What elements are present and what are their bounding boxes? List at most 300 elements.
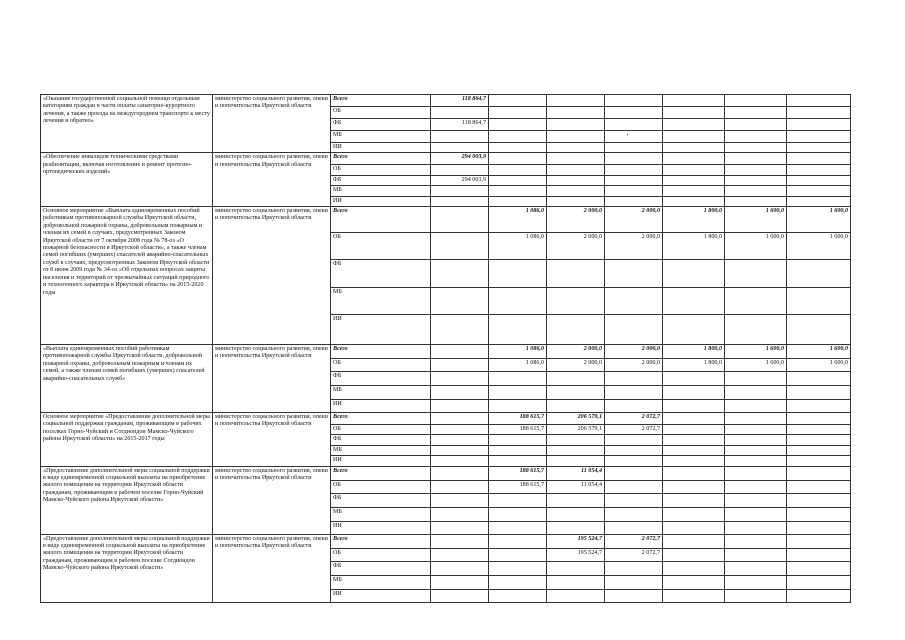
amount-cell-2019: [725, 165, 787, 175]
amount-cell-2018: [663, 456, 725, 466]
funding-source: ОБ: [331, 107, 431, 119]
amount-cell-2016: [547, 107, 605, 119]
amount-cell-2014: [431, 386, 489, 400]
amount-cell-2014: [431, 186, 489, 196]
amount-cell-2017: [605, 107, 663, 119]
amount-cell-2015: [489, 575, 547, 589]
amount-cell-2020: [787, 372, 851, 386]
amount-cell-2014: [431, 575, 489, 589]
amount-cell-2016: [547, 493, 605, 507]
amount-cell-2020: [787, 153, 851, 165]
amount-cell-2019: [725, 589, 787, 602]
amount-cell-2020: [787, 534, 851, 548]
amount-cell-2017: [605, 480, 663, 493]
responsible-executor: министерство социального развития, опеки и попечительства Иркутской области: [213, 413, 331, 467]
amount-cell-2015: 188 615,7: [489, 413, 547, 425]
amount-cell-2014: [431, 400, 489, 413]
amount-cell-2017: [605, 386, 663, 400]
amount-cell-2018: [663, 315, 725, 345]
amount-cell-2020: [787, 521, 851, 534]
amount-cell-2017: [605, 165, 663, 175]
amount-cell-2019: [725, 480, 787, 493]
amount-cell-2018: [663, 466, 725, 480]
table-row-total: [41, 466, 851, 480]
amount-cell-2019: [725, 413, 787, 425]
amount-cell-2017: 2 000,0: [605, 233, 663, 260]
amount-cell-2017: [605, 372, 663, 386]
funding-source: ИИ: [331, 196, 431, 206]
amount-cell-2015: [489, 186, 547, 196]
funding-source: ОБ: [331, 359, 431, 372]
amount-cell-2018: [663, 425, 725, 435]
table-row-total: [41, 413, 851, 425]
amount-cell-2020: [787, 589, 851, 602]
amount-cell-2018: [663, 119, 725, 131]
amount-cell-2017: [605, 119, 663, 131]
amount-cell-2015: [489, 153, 547, 165]
amount-cell-2019: 1 600,0: [725, 207, 787, 233]
amount-cell-2014: [431, 260, 489, 288]
amount-cell-2016: [547, 435, 605, 445]
amount-cell-2017: [605, 175, 663, 185]
funding-source: Всего: [331, 534, 431, 548]
measure-description: Основное мероприятие «Предоставление дополнительной меры социальной поддержки гражданам, проживающим в рабочих поселках Горно-Чуйский и Согдиондон Мамско-Чуйского района Иркутской области» на 2015-2017 годы: [41, 413, 213, 467]
amount-cell-2017: 2 072,7: [605, 534, 663, 548]
amount-cell-2018: [663, 400, 725, 413]
amount-cell-2015: [489, 386, 547, 400]
amount-cell-2018: [663, 143, 725, 153]
amount-cell-2019: [725, 425, 787, 435]
amount-cell-2018: [663, 589, 725, 602]
amount-cell-2016: 11 054,4: [547, 480, 605, 493]
amount-cell-2017: [605, 466, 663, 480]
amount-cell-2014: [431, 315, 489, 345]
amount-cell-2016: [547, 260, 605, 288]
amount-cell-2020: [787, 561, 851, 575]
funding-source: ОБ: [331, 233, 431, 260]
amount-cell-2018: [663, 175, 725, 185]
amount-cell-2016: [547, 119, 605, 131]
amount-cell-2014: 118 864,7: [431, 119, 489, 131]
amount-cell-2015: 1 086,0: [489, 233, 547, 260]
responsible-executor: министерство социального развития, опеки и попечительства Иркутской области: [213, 95, 331, 153]
amount-cell-2014: [431, 143, 489, 153]
amount-cell-2014: [431, 207, 489, 233]
responsible-executor: министерство социального развития, опеки и попечительства Иркутской области: [213, 534, 331, 602]
amount-cell-2020: [787, 288, 851, 315]
funding-source: Всего: [331, 413, 431, 425]
funding-source: МБ: [331, 445, 431, 455]
amount-cell-2016: [547, 456, 605, 466]
amount-cell-2015: [489, 107, 547, 119]
amount-cell-2018: [663, 165, 725, 175]
amount-cell-2016: [547, 400, 605, 413]
amount-cell-2019: [725, 507, 787, 521]
funding-source: ИИ: [331, 315, 431, 345]
amount-cell-2015: [489, 165, 547, 175]
amount-cell-2017: [605, 95, 663, 107]
amount-cell-2020: [787, 413, 851, 425]
amount-cell-2015: [489, 175, 547, 185]
amount-cell-2015: [489, 95, 547, 107]
funding-source: ФБ: [331, 372, 431, 386]
amount-cell-2018: [663, 95, 725, 107]
amount-cell-2014: 118 864,7: [431, 95, 489, 107]
amount-cell-2016: [547, 143, 605, 153]
amount-cell-2017: [605, 260, 663, 288]
amount-cell-2020: [787, 493, 851, 507]
amount-cell-2020: [787, 315, 851, 345]
amount-cell-2016: [547, 165, 605, 175]
amount-cell-2015: [489, 196, 547, 206]
funding-source: ОБ: [331, 425, 431, 435]
amount-cell-2015: [489, 435, 547, 445]
amount-cell-2020: [787, 119, 851, 131]
amount-cell-2016: [547, 153, 605, 165]
amount-cell-2014: [431, 493, 489, 507]
amount-cell-2019: [725, 466, 787, 480]
amount-cell-2014: [431, 466, 489, 480]
amount-cell-2015: [489, 131, 547, 143]
amount-cell-2020: 1 600,0: [787, 359, 851, 372]
amount-cell-2019: [725, 456, 787, 466]
funding-source: ИИ: [331, 143, 431, 153]
amount-cell-2017: 2 000,0: [605, 359, 663, 372]
amount-cell-2019: [725, 534, 787, 548]
amount-cell-2015: 188 615,7: [489, 425, 547, 435]
amount-cell-2018: 1 800,0: [663, 233, 725, 260]
amount-cell-2017: 2 072,7: [605, 425, 663, 435]
amount-cell-2020: [787, 445, 851, 455]
amount-cell-2017: [605, 521, 663, 534]
amount-cell-2018: [663, 260, 725, 288]
amount-cell-2016: 206 579,1: [547, 425, 605, 435]
amount-cell-2016: [547, 372, 605, 386]
amount-cell-2016: [547, 131, 605, 143]
amount-cell-2019: [725, 521, 787, 534]
funding-source: ОБ: [331, 548, 431, 561]
amount-cell-2018: [663, 131, 725, 143]
amount-cell-2018: [663, 507, 725, 521]
amount-cell-2018: [663, 386, 725, 400]
amount-cell-2019: [725, 119, 787, 131]
amount-cell-2018: 1 800,0: [663, 345, 725, 359]
amount-cell-2019: [725, 186, 787, 196]
measure-description: «Предоставление дополнительной меры социальной поддержки в виде единовременной социальной выплаты на приобретение жилого помещения на территории Иркутской области гражданам, проживающим в рабочем поселке Согдиондон Мамско-Чуйского района Иркутской области»: [41, 534, 213, 602]
amount-cell-2015: [489, 143, 547, 153]
measure-description: «Обеспечение инвалидов техническими средствами реабилитации, включая изготовление и ремонт протезно-ортопедических изделий»: [41, 153, 213, 207]
funding-source: ФБ: [331, 175, 431, 185]
amount-cell-2014: [431, 480, 489, 493]
amount-cell-2014: 294 003,9: [431, 175, 489, 185]
amount-cell-2018: 1 800,0: [663, 359, 725, 372]
amount-cell-2018: [663, 372, 725, 386]
amount-cell-2019: 1 600,0: [725, 345, 787, 359]
amount-cell-2016: [547, 288, 605, 315]
amount-cell-2020: [787, 196, 851, 206]
amount-cell-2015: [489, 589, 547, 602]
amount-cell-2020: [787, 143, 851, 153]
funding-source: МБ: [331, 131, 431, 143]
amount-cell-2019: [725, 175, 787, 185]
amount-cell-2018: [663, 413, 725, 425]
amount-cell-2020: [787, 260, 851, 288]
amount-cell-2019: [725, 153, 787, 165]
amount-cell-2020: [787, 107, 851, 119]
amount-cell-2019: [725, 143, 787, 153]
table-row-total: [41, 95, 851, 107]
amount-cell-2020: [787, 165, 851, 175]
amount-cell-2018: [663, 153, 725, 165]
funding-source: ФБ: [331, 435, 431, 445]
amount-cell-2015: 1 086,0: [489, 345, 547, 359]
amount-cell-2015: [489, 400, 547, 413]
amount-cell-2018: [663, 493, 725, 507]
funding-source: ОБ: [331, 165, 431, 175]
amount-cell-2015: [489, 534, 547, 548]
amount-cell-2020: [787, 435, 851, 445]
amount-cell-2019: [725, 493, 787, 507]
amount-cell-2018: [663, 575, 725, 589]
amount-cell-2014: 294 003,9: [431, 153, 489, 165]
amount-cell-2014: [431, 359, 489, 372]
measure-description: «Оказание государственной социальной помощи отдельным категориям граждан в части оплаты санаторно-курортного лечения, а также проезда на междугороднем транспорте к месту лечения и обратно»: [41, 95, 213, 153]
amount-cell-2015: [489, 315, 547, 345]
amount-cell-2018: [663, 480, 725, 493]
amount-cell-2016: 195 524,7: [547, 548, 605, 561]
amount-cell-2016: [547, 445, 605, 455]
amount-cell-2015: [489, 548, 547, 561]
amount-cell-2019: [725, 131, 787, 143]
amount-cell-2020: [787, 575, 851, 589]
amount-cell-2016: [547, 196, 605, 206]
amount-cell-2019: [725, 107, 787, 119]
amount-cell-2014: [431, 521, 489, 534]
amount-cell-2019: [725, 435, 787, 445]
table-row-total: [41, 534, 851, 548]
amount-cell-2020: 1 600,0: [787, 345, 851, 359]
amount-cell-2019: [725, 400, 787, 413]
amount-cell-2016: 206 579,1: [547, 413, 605, 425]
amount-cell-2019: [725, 196, 787, 206]
amount-cell-2019: 1 600,0: [725, 359, 787, 372]
measure-description: «Предоставление дополнительной меры социальной поддержки в виде единовременной социальной выплаты на приобретение жилого помещения на территории Иркутской области гражданам, проживающим в рабочем поселке Горно-Чуйский Мамско-Чуйского района Иркутской области»: [41, 466, 213, 534]
funding-source: Всего: [331, 466, 431, 480]
amount-cell-2016: [547, 507, 605, 521]
amount-cell-2015: [489, 521, 547, 534]
amount-cell-2017: [605, 493, 663, 507]
amount-cell-2017: [605, 589, 663, 602]
amount-cell-2014: [431, 288, 489, 315]
amount-cell-2014: [431, 456, 489, 466]
amount-cell-2015: [489, 288, 547, 315]
amount-cell-2016: [547, 186, 605, 196]
amount-cell-2018: [663, 561, 725, 575]
amount-cell-2014: [431, 561, 489, 575]
amount-cell-2014: [431, 507, 489, 521]
funding-source: ИИ: [331, 589, 431, 602]
amount-cell-2020: [787, 186, 851, 196]
amount-cell-2017: 2 072,7: [605, 413, 663, 425]
amount-cell-2017: [605, 561, 663, 575]
amount-cell-2019: [725, 95, 787, 107]
table-row-total: [41, 345, 851, 359]
amount-cell-2018: [663, 435, 725, 445]
program-funding-table: [40, 94, 851, 603]
amount-cell-2020: 1 600,0: [787, 207, 851, 233]
amount-cell-2015: [489, 372, 547, 386]
amount-cell-2019: [725, 445, 787, 455]
amount-cell-2014: [431, 413, 489, 425]
responsible-executor: министерство социального развития, опеки и попечительства Иркутской области: [213, 207, 331, 345]
amount-cell-2020: [787, 386, 851, 400]
amount-cell-2019: [725, 315, 787, 345]
amount-cell-2014: [431, 445, 489, 455]
amount-cell-2015: 188 615,7: [489, 466, 547, 480]
amount-cell-2014: [431, 196, 489, 206]
amount-cell-2017: [605, 456, 663, 466]
amount-cell-2017: [605, 507, 663, 521]
amount-cell-2020: [787, 456, 851, 466]
amount-cell-2015: [489, 260, 547, 288]
amount-cell-2018: [663, 107, 725, 119]
amount-cell-2016: [547, 95, 605, 107]
amount-cell-2016: 2 000,0: [547, 233, 605, 260]
funding-source: ФБ: [331, 260, 431, 288]
amount-cell-2016: 2 000,0: [547, 207, 605, 233]
amount-cell-2017: [605, 445, 663, 455]
amount-cell-2017: [605, 315, 663, 345]
amount-cell-2018: [663, 521, 725, 534]
funding-source: ФБ: [331, 119, 431, 131]
amount-cell-2014: [431, 372, 489, 386]
amount-cell-2014: [431, 107, 489, 119]
amount-cell-2020: [787, 131, 851, 143]
amount-cell-2015: [489, 561, 547, 575]
amount-cell-2014: [431, 435, 489, 445]
amount-cell-2016: [547, 386, 605, 400]
amount-cell-2014: [431, 165, 489, 175]
amount-cell-2019: [725, 288, 787, 315]
amount-cell-2017: 2 072,7: [605, 548, 663, 561]
amount-cell-2020: [787, 95, 851, 107]
amount-cell-2017: [605, 575, 663, 589]
amount-cell-2018: [663, 288, 725, 315]
responsible-executor: министерство социального развития, опеки и попечительства Иркутской области: [213, 466, 331, 534]
table-row-total: [41, 153, 851, 165]
amount-cell-2018: [663, 548, 725, 561]
funding-source: МБ: [331, 288, 431, 315]
amount-cell-2019: [725, 575, 787, 589]
amount-cell-2020: [787, 507, 851, 521]
amount-cell-2019: 1 600,0: [725, 233, 787, 260]
funding-source: ИИ: [331, 521, 431, 534]
amount-cell-2015: [489, 507, 547, 521]
amount-cell-2017: [605, 288, 663, 315]
amount-cell-2015: 1 086,0: [489, 207, 547, 233]
stray-mark: [627, 134, 628, 135]
amount-cell-2018: [663, 534, 725, 548]
amount-cell-2017: [605, 400, 663, 413]
amount-cell-2016: [547, 589, 605, 602]
responsible-executor: министерство социального развития, опеки и попечительства Иркутской области: [213, 153, 331, 207]
amount-cell-2014: [431, 425, 489, 435]
measure-description: Основное мероприятие «Выплата единовременных пособий работникам противопожарной службы Иркутской области, добровольной пожарной охраны, добровольным пожарным и членам их семей в случаях, предусмотренных Законом Иркутской области от 7 октября 2008 года № 78-оз «О пожарной безопасности в Иркутской области», а также членам семей погибших (умерших) спасателей аварийно-спасательных служб в случаях, предусмотренных Законом Иркутской области от 8 июня 2009 года № 34-оз «Об отдельных вопросах защиты населения и территорий от чрезвычайных ситуаций природного и техногенного характера в Иркутской области» на 2015-2020 годы: [41, 207, 213, 345]
funding-source: Всего: [331, 345, 431, 359]
amount-cell-2018: 1 800,0: [663, 207, 725, 233]
amount-cell-2017: [605, 435, 663, 445]
funding-source: ИИ: [331, 456, 431, 466]
amount-cell-2016: 195 524,7: [547, 534, 605, 548]
amount-cell-2014: [431, 345, 489, 359]
amount-cell-2017: 2 000,0: [605, 207, 663, 233]
funding-source: МБ: [331, 386, 431, 400]
funding-source: Всего: [331, 207, 431, 233]
amount-cell-2018: [663, 196, 725, 206]
funding-source: МБ: [331, 575, 431, 589]
amount-cell-2020: [787, 480, 851, 493]
amount-cell-2016: [547, 561, 605, 575]
funding-source: МБ: [331, 507, 431, 521]
amount-cell-2015: [489, 456, 547, 466]
amount-cell-2014: [431, 534, 489, 548]
table-row-total: [41, 207, 851, 233]
amount-cell-2017: [605, 143, 663, 153]
funding-source: ФБ: [331, 561, 431, 575]
amount-cell-2019: [725, 548, 787, 561]
amount-cell-2017: 2 000,0: [605, 345, 663, 359]
funding-source: ОБ: [331, 480, 431, 493]
amount-cell-2015: 1 086,0: [489, 359, 547, 372]
amount-cell-2017: [605, 196, 663, 206]
funding-source: ФБ: [331, 493, 431, 507]
amount-cell-2016: 2 000,0: [547, 345, 605, 359]
amount-cell-2016: [547, 575, 605, 589]
amount-cell-2019: [725, 260, 787, 288]
amount-cell-2016: 11 054,4: [547, 466, 605, 480]
amount-cell-2018: [663, 445, 725, 455]
amount-cell-2020: 1 600,0: [787, 233, 851, 260]
amount-cell-2018: [663, 186, 725, 196]
funding-source: ИИ: [331, 400, 431, 413]
amount-cell-2015: [489, 119, 547, 131]
amount-cell-2020: [787, 548, 851, 561]
amount-cell-2017: [605, 131, 663, 143]
amount-cell-2017: [605, 153, 663, 165]
amount-cell-2020: [787, 466, 851, 480]
amount-cell-2020: [787, 425, 851, 435]
amount-cell-2015: [489, 493, 547, 507]
amount-cell-2020: [787, 400, 851, 413]
measure-description: «Выплата единовременных пособий работникам противопожарной службы Иркутской области, добровольной пожарной охраны, добровольным пожарным и членам их семей, а также членам семей погибших (умерших) спасателей аварийно-спасательных служб»: [41, 345, 213, 413]
funding-source: МБ: [331, 186, 431, 196]
amount-cell-2014: [431, 233, 489, 260]
amount-cell-2015: 188 615,7: [489, 480, 547, 493]
amount-cell-2019: [725, 372, 787, 386]
amount-cell-2016: [547, 315, 605, 345]
responsible-executor: министерство социального развития, опеки и попечительства Иркутской области: [213, 345, 331, 413]
amount-cell-2016: 2 000,0: [547, 359, 605, 372]
amount-cell-2016: [547, 175, 605, 185]
amount-cell-2019: [725, 386, 787, 400]
funding-source: Всего: [331, 95, 431, 107]
amount-cell-2014: [431, 131, 489, 143]
amount-cell-2015: [489, 445, 547, 455]
funding-source: Всего: [331, 153, 431, 165]
amount-cell-2016: [547, 521, 605, 534]
amount-cell-2019: [725, 561, 787, 575]
amount-cell-2014: [431, 589, 489, 602]
